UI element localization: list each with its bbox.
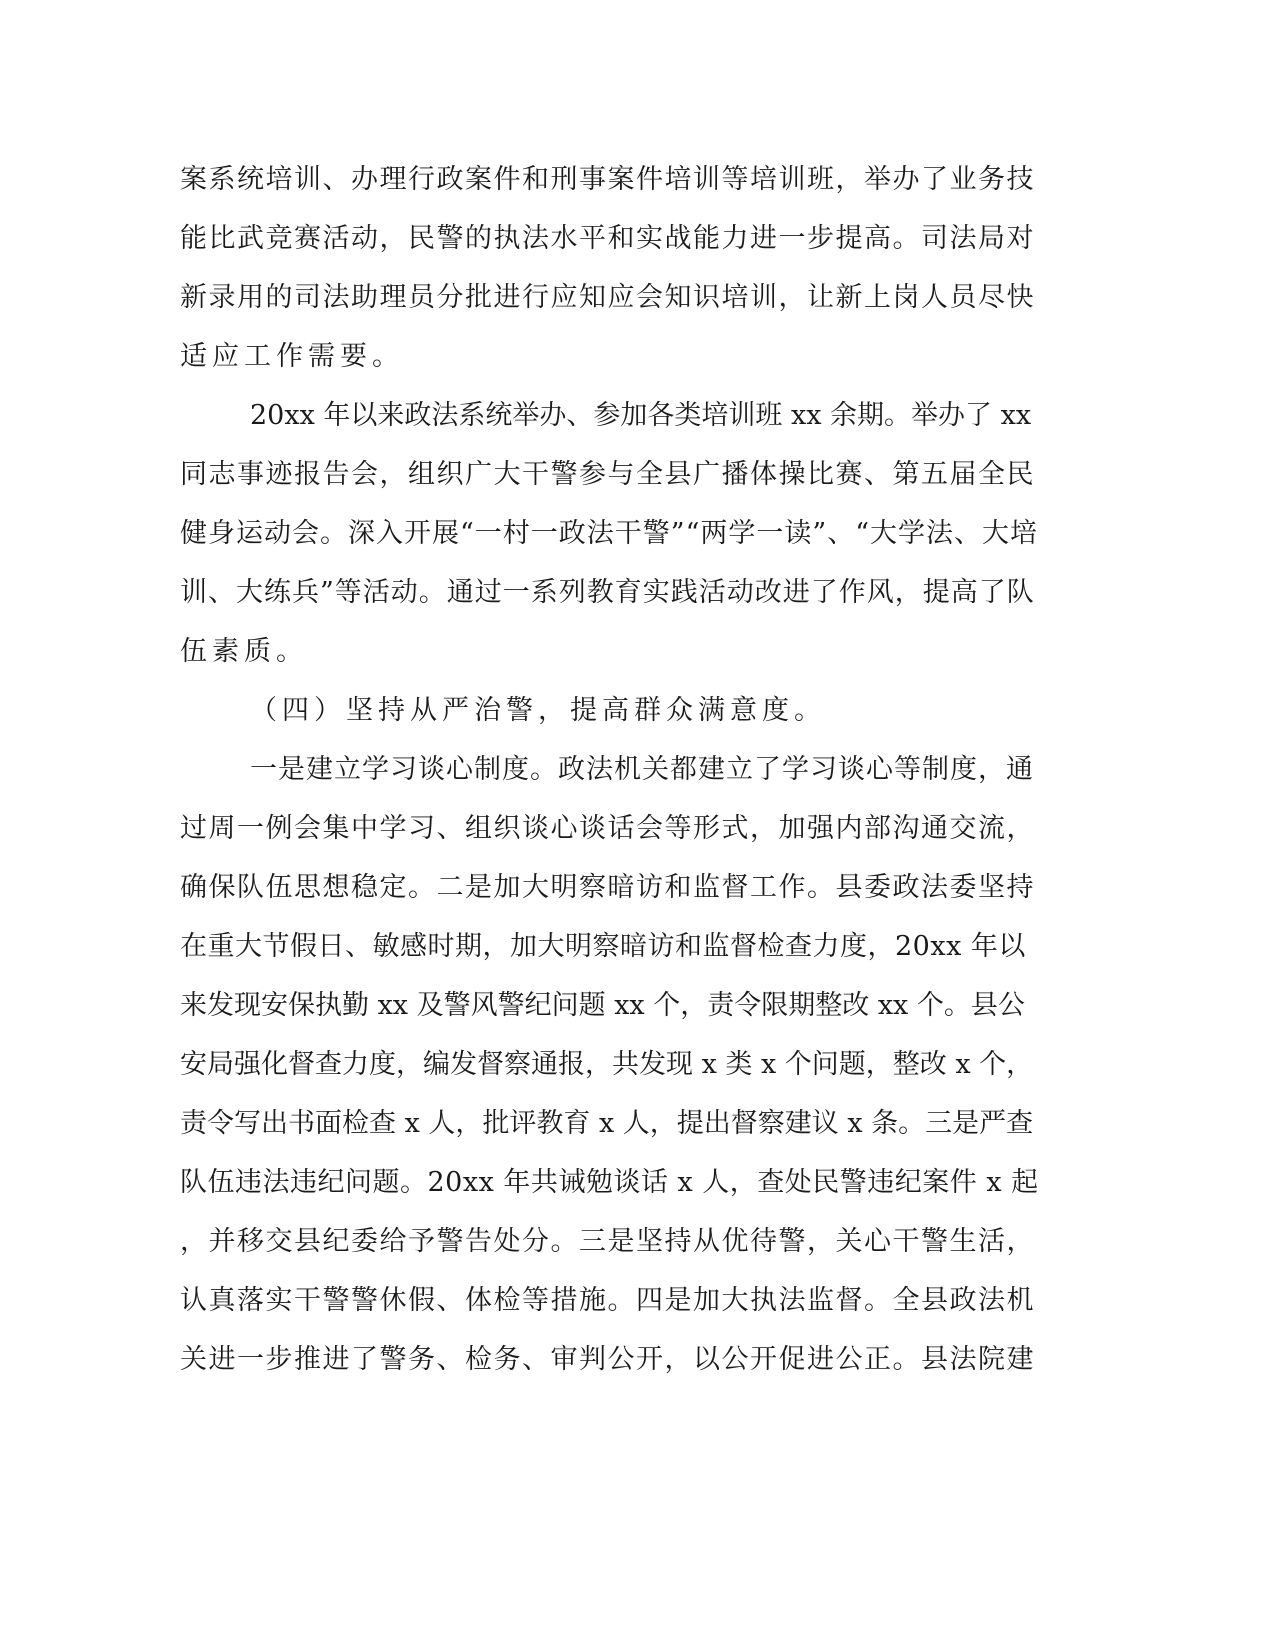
section-heading: （四）坚持从严治警，提高群众满意度。 [250,695,826,726]
paragraph-first-line: 20xx 年以来政法系统举办、参加各类培训班 xx 余期。举办了 xx [250,400,1032,431]
text-line: 关进一步推进了警务、检务、审判公开，以公开促进公正。县法院建 [180,1344,1035,1375]
text-line: 安局强化督查力度，编发督察通报，共发现 x 类 x 个问题，整改 x 个， [180,1049,1034,1080]
text-line: 适应工作需要。 [180,341,404,372]
text-line: 案系统培训、办理行政案件和刑事案件培训等培训班，举办了业务技 [180,164,1035,195]
text-line: 在重大节假日、敏感时期，加大明察暗访和监督检查力度，20xx 年以 [180,931,1026,962]
text-line: 确保队伍思想稳定。二是加大明察暗访和监督工作。县委政法委坚持 [180,872,1035,903]
text-line: 来发现安保执勤 xx 及警风警纪问题 xx 个，责令限期整改 xx 个。县公 [180,990,1025,1021]
text-line: ，并移交县纪委给予警告处分。三是坚持从优待警，关心干警生活， [180,1226,1035,1257]
text-line: 能比武竞赛活动，民警的执法水平和实战能力进一步提高。司法局对 [180,223,1035,254]
text-line: 健身运动会。深入开展“一村一政法干警”“两学一读”、“大学法、大培 [180,518,1039,549]
text-line: 新录用的司法助理员分批进行应知应会知识培训，让新上岗人员尽快 [180,282,1035,313]
text-line: 训、大练兵”等活动。通过一系列教育实践活动改进了作风，提高了队 [180,577,1035,608]
text-line: 过周一例会集中学习、组织谈心谈话会等形式，加强内部沟通交流， [180,813,1035,844]
text-line: 责令写出书面检查 x 人，批评教育 x 人，提出督察建议 x 条。三是严查 [180,1108,1034,1139]
text-line: 认真落实干警警休假、体检等措施。四是加大执法监督。全县政法机 [180,1285,1035,1316]
text-line: 队伍违法违纪问题。20xx 年共诫勉谈话 x 人，查处民警违纪案件 x 起 [180,1167,1039,1198]
text-line: 伍素质。 [180,636,308,667]
text-line: 同志事迹报告会，组织广大干警参与全县广播体操比赛、第五届全民 [180,459,1035,490]
paragraph-first-line: 一是建立学习谈心制度。政法机关都建立了学习谈心等制度，通 [250,754,1034,785]
